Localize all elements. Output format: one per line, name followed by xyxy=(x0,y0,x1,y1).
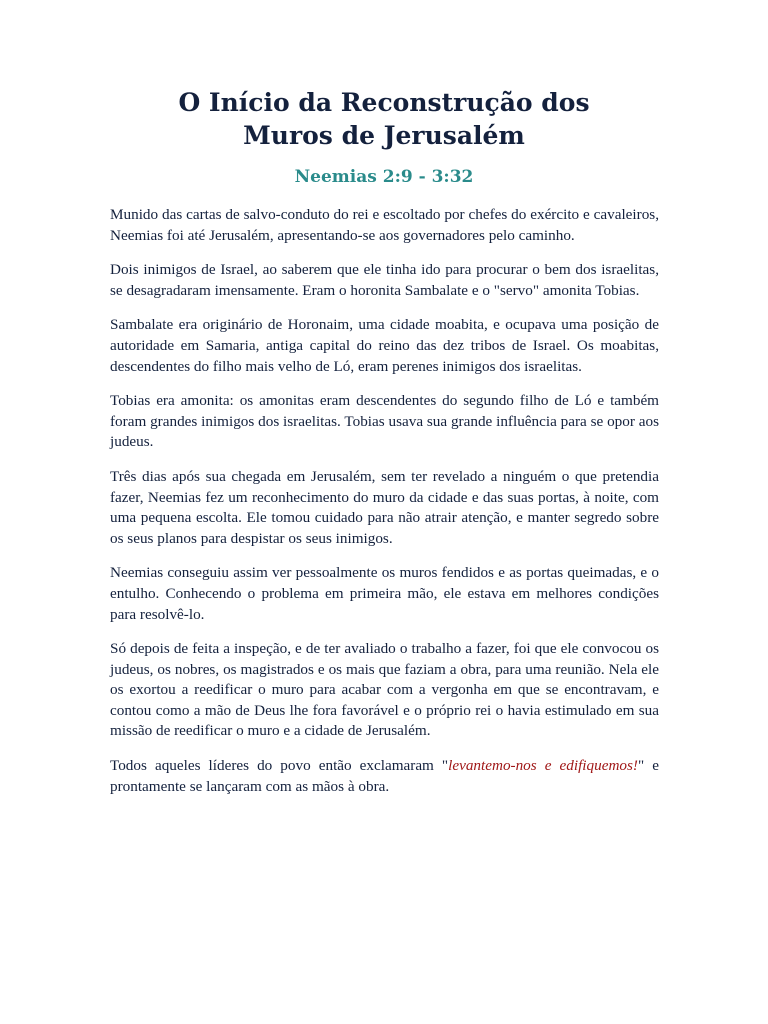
paragraph-8-after: " e prontamente se lançaram com as mãos à obra. xyxy=(110,757,659,795)
paragraph-2: Dois inimigos de Israel, ao saberem que ele tinha ido para procurar o bem dos israelitas, se desagradaram imensamente. Eram o horonita Sambalate e o "servo" amonita Tobias. xyxy=(110,261,659,299)
paragraph-8 xyxy=(110,756,659,797)
paragraph-4: Tobias era amonita: os amonitas eram descendentes do segundo filho de Ló e também foram grandes inimigos dos israelitas. Tobias usava sua grande influência para se opor aos judeus. xyxy=(110,392,659,451)
exclamation-quote: levantemo-nos e edifiquemos! xyxy=(448,757,638,775)
paragraph-6: Neemias conseguiu assim ver pessoalmente os muros fendidos e as portas queimadas, e o entulho. Conhecendo o problema em primeira mão, ele estava em melhores condições para resolvê-lo. xyxy=(110,564,659,623)
title-line-1: O Início da Reconstrução dos xyxy=(178,88,590,117)
paragraph-1: Munido das cartas de salvo-conduto do rei e escoltado por chefes do exército e cavaleiros, Neemias foi até Jerusalém, apresentando-se aos governadores pelo caminho. xyxy=(110,206,659,244)
document-body xyxy=(110,205,659,811)
title-line-2: Muros de Jerusalém xyxy=(243,121,525,150)
paragraph-8-before: Todos aqueles líderes do povo então exclamaram " xyxy=(110,757,449,775)
scripture-reference: Neemias 2:9 - 3:32 xyxy=(294,167,474,187)
paragraph-3: Sambalate era originário de Horonaim, uma cidade moabita, e ocupava uma posição de autoridade em Samaria, antiga capital do reino das dez tribos de Israel. Os moabitas, descendentes do filho mais velho de Ló, eram perenes inimigos dos israelitas. xyxy=(110,316,659,375)
page-title xyxy=(60,86,708,152)
paragraph-7: Só depois de feita a inspeção, e de ter avaliado o trabalho a fazer, foi que ele convocou os judeus, os nobres, os magistrados e os mais que faziam a obra, para uma reunião. Nela ele os exortou a reedificar o muro para acabar com a vergonha em que se encontravam, e contou como a mão de Deus lhe fora favorável e o próprio rei o havia estimulado em sua missão de reedificar o muro e a cidade de Jerusalém. xyxy=(110,640,659,740)
paragraph-5: Três dias após sua chegada em Jerusalém, sem ter revelado a ninguém o que pretendia fazer, Neemias fez um reconhecimento do muro da cidade e das suas portas, à noite, com uma pequena escolta. Ele tomou cuidado para não atrair atenção, e manter segredo sobre os seus planos para despistar os seus inimigos. xyxy=(110,467,659,547)
